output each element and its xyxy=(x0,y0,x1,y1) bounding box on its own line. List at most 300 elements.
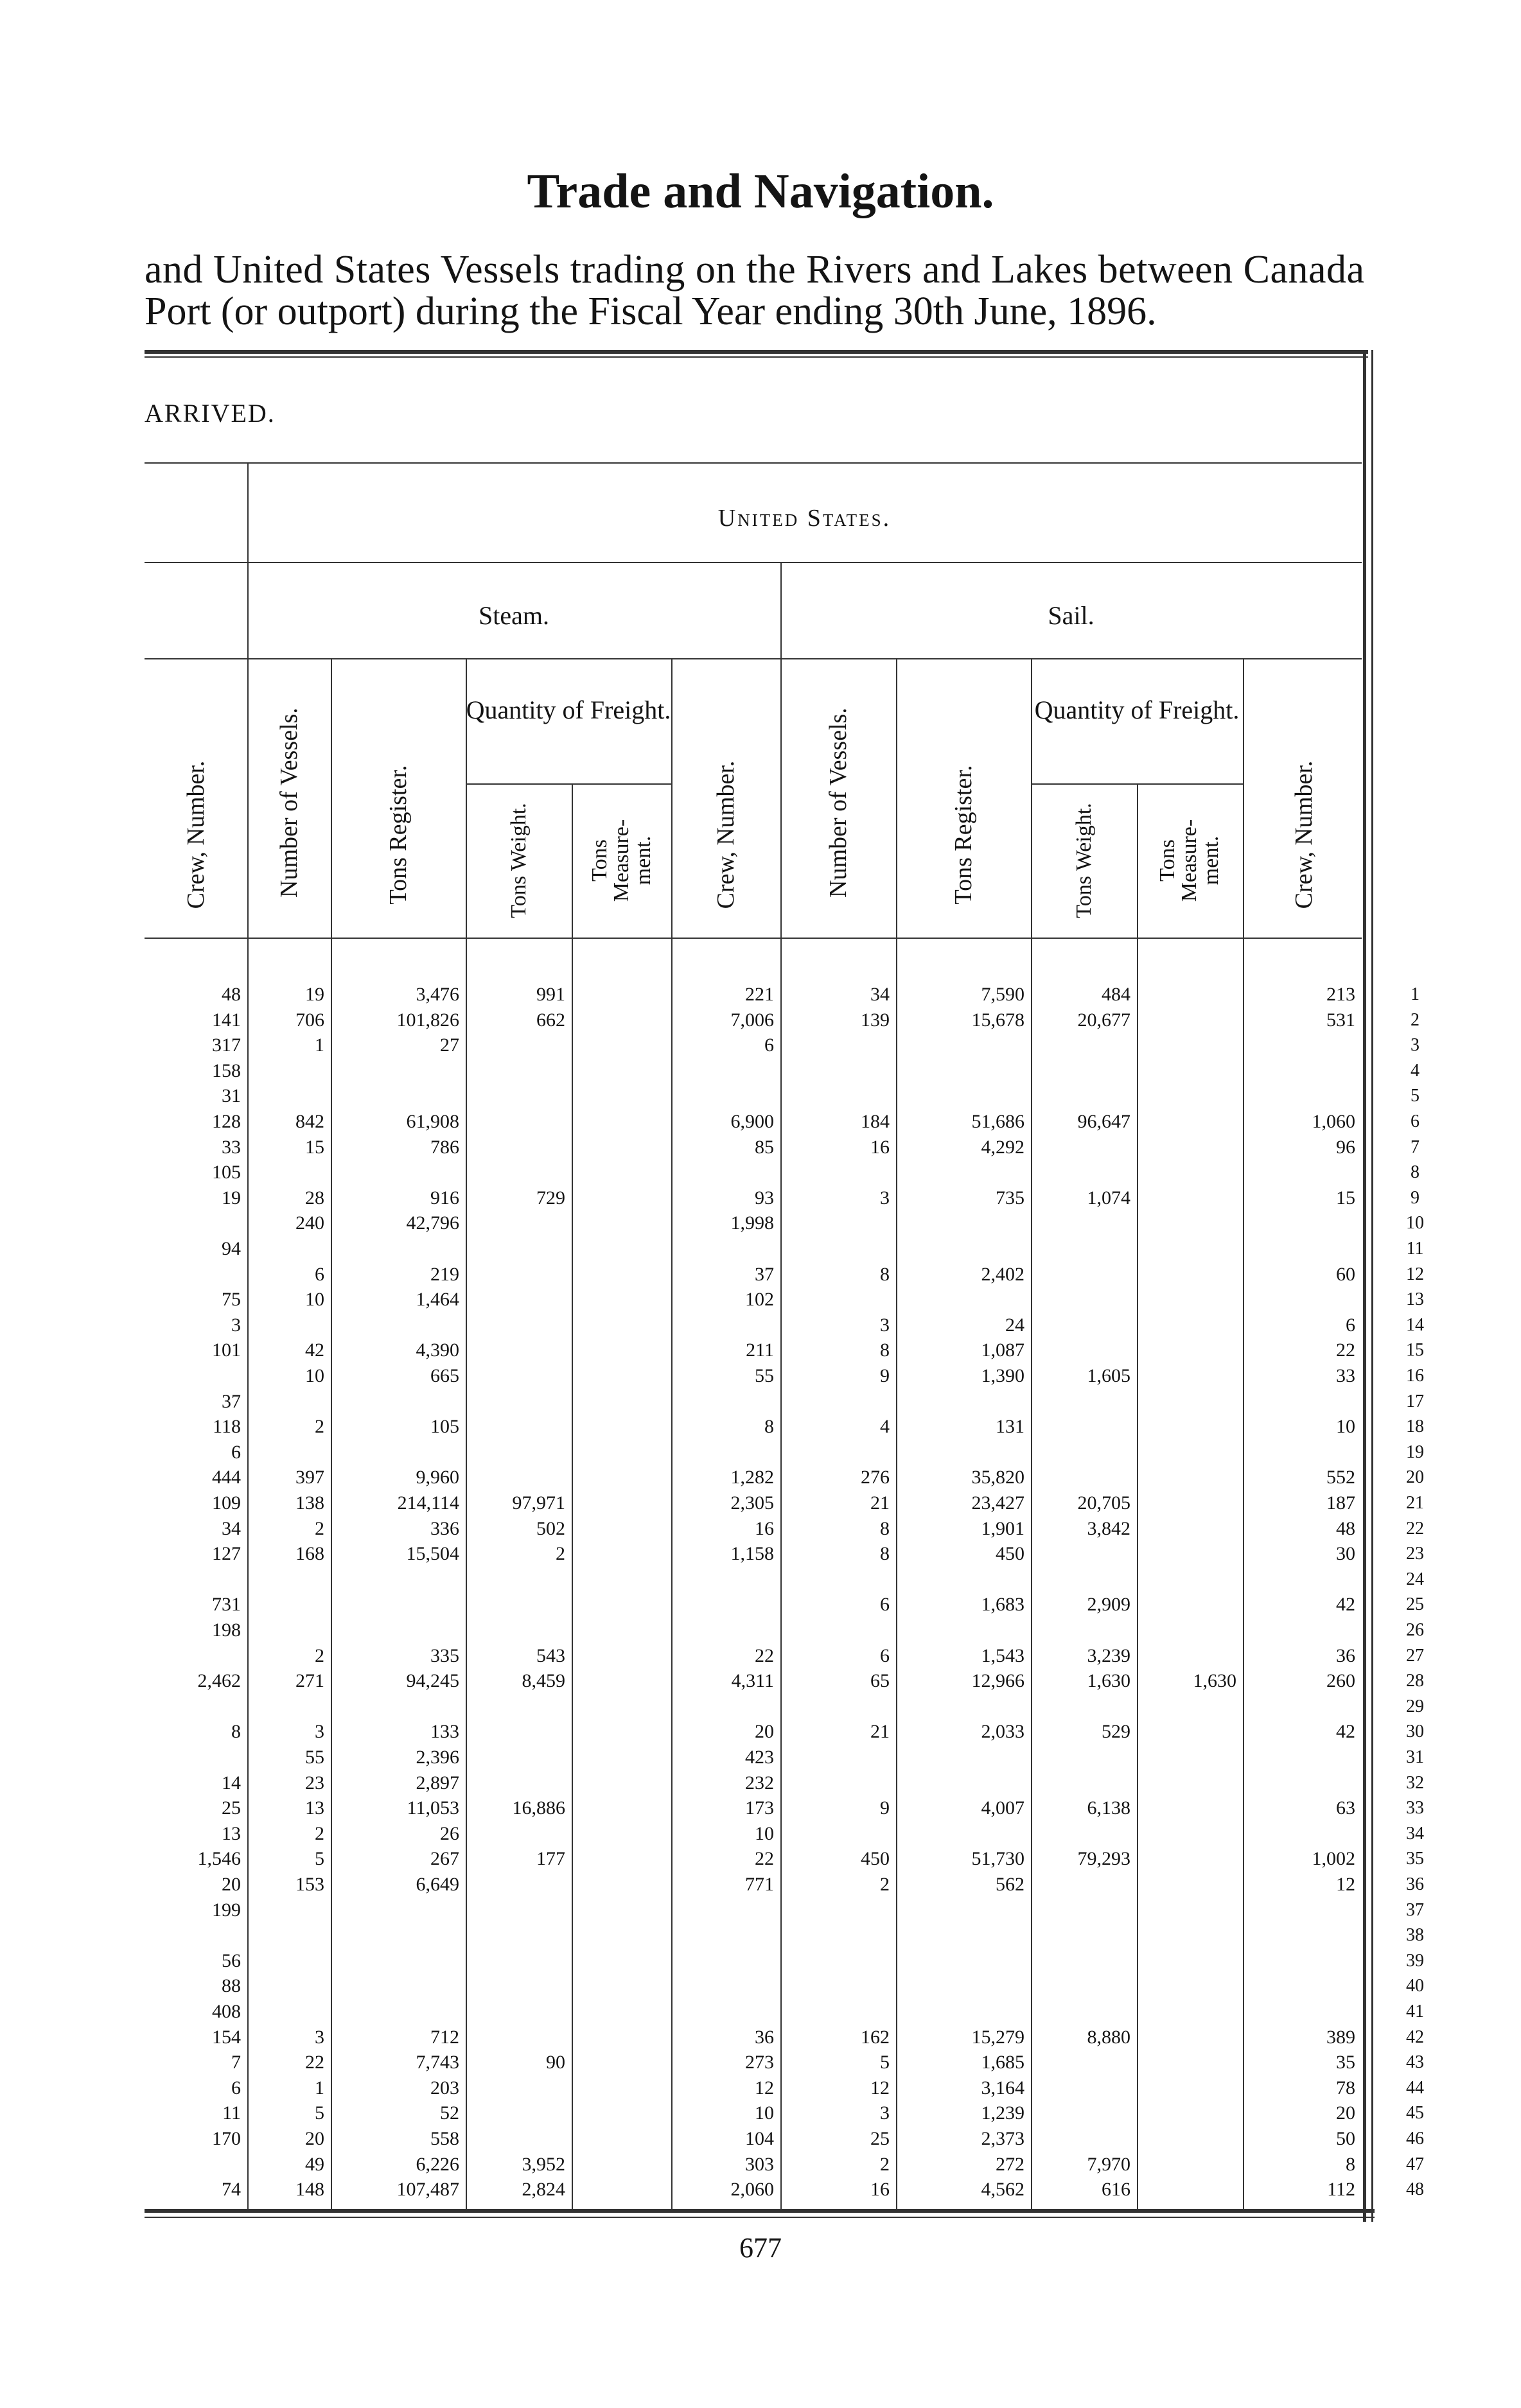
cell-crew-steam: 20 xyxy=(755,1721,774,1742)
cell-tons-weight-steam: 2 xyxy=(556,1543,565,1564)
section-arrived: ARRIVED. xyxy=(145,399,276,428)
cell-crew-steam-prev: 105 xyxy=(212,1162,241,1183)
cell-crew-steam: 8 xyxy=(764,1416,774,1437)
cell-vessels-steam: 23 xyxy=(305,1772,324,1793)
cell-tons-register-steam: 214,114 xyxy=(397,1492,459,1514)
cell-vessels-steam: 55 xyxy=(305,1747,324,1768)
cell-tons-register-steam: 94,245 xyxy=(406,1670,459,1691)
cell-crew-steam-prev: 94 xyxy=(222,1238,241,1259)
row-number: 43 xyxy=(1406,2052,1424,2072)
cell-crew-sail: 260 xyxy=(1326,1670,1355,1691)
col-header-tons-weight-sail: Tons Weight. xyxy=(1072,803,1096,918)
cell-crew-steam-prev: 13 xyxy=(222,1823,241,1844)
cell-tons-register-sail: 1,901 xyxy=(981,1518,1024,1539)
steam-quantity-of-freight-label: Quantity of Freight. xyxy=(466,695,671,724)
cell-crew-steam-prev: 158 xyxy=(212,1060,241,1081)
cell-vessels-steam: 3 xyxy=(315,2027,324,2048)
cell-tons-register-steam: 101,826 xyxy=(396,1009,459,1031)
row-number: 40 xyxy=(1406,1976,1424,1996)
cell-crew-steam-prev: 20 xyxy=(222,1874,241,1895)
cell-crew-steam: 423 xyxy=(745,1747,774,1768)
cell-crew-sail: 50 xyxy=(1336,2128,1355,2149)
cell-vessels-sail: 25 xyxy=(870,2128,890,2149)
cell-vessels-steam: 3 xyxy=(315,1721,324,1742)
cell-tons-weight-sail: 20,677 xyxy=(1077,1009,1130,1031)
cell-vessels-sail: 16 xyxy=(870,2179,890,2200)
row-number: 26 xyxy=(1406,1620,1424,1640)
cell-vessels-steam: 2 xyxy=(315,1645,324,1666)
cell-tons-register-steam: 15,504 xyxy=(406,1543,459,1564)
cell-crew-sail: 15 xyxy=(1336,1187,1355,1208)
cell-tons-weight-sail: 529 xyxy=(1102,1721,1130,1742)
cell-vessels-steam: 10 xyxy=(305,1289,324,1310)
cell-crew-sail: 42 xyxy=(1336,1594,1355,1615)
cell-tons-register-sail: 4,007 xyxy=(981,1797,1024,1819)
cell-crew-steam-prev: 141 xyxy=(212,1009,241,1031)
cell-tons-weight-steam: 662 xyxy=(536,1009,565,1031)
cell-crew-sail: 552 xyxy=(1326,1467,1355,1488)
cell-vessels-sail: 139 xyxy=(861,1009,890,1031)
cell-crew-steam-prev: 199 xyxy=(212,1899,241,1921)
cell-crew-steam: 6,900 xyxy=(730,1111,774,1132)
row-number: 15 xyxy=(1406,1340,1424,1360)
row-number: 36 xyxy=(1406,1874,1424,1894)
cell-crew-steam-prev: 731 xyxy=(212,1594,241,1615)
cell-tons-register-steam: 11,053 xyxy=(407,1797,459,1819)
cell-vessels-sail: 2 xyxy=(880,2154,890,2175)
cell-crew-steam: 85 xyxy=(755,1137,774,1158)
cell-vessels-steam: 2 xyxy=(315,1416,324,1437)
cell-tons-register-sail: 2,033 xyxy=(981,1721,1024,1742)
cell-vessels-sail: 450 xyxy=(861,1848,890,1869)
cell-crew-sail: 213 xyxy=(1326,984,1355,1005)
cell-crew-steam: 173 xyxy=(745,1797,774,1819)
cell-crew-steam-prev: 109 xyxy=(212,1492,241,1514)
cell-tons-register-sail: 2,402 xyxy=(981,1264,1024,1285)
cell-crew-sail: 48 xyxy=(1336,1518,1355,1539)
row-number: 8 xyxy=(1411,1162,1420,1182)
subtitle-line-1: and United States Vessels trading on the Rivers and Lakes between Canada xyxy=(145,248,1365,292)
cell-vessels-sail: 6 xyxy=(880,1594,890,1615)
cell-tons-register-sail: 51,730 xyxy=(971,1848,1024,1869)
cell-vessels-steam: 20 xyxy=(305,2128,324,2149)
row-number: 10 xyxy=(1406,1213,1424,1233)
cell-tons-register-sail: 23,427 xyxy=(971,1492,1024,1514)
cell-crew-steam: 10 xyxy=(755,1823,774,1844)
row-number: 37 xyxy=(1406,1900,1424,1920)
row-number: 35 xyxy=(1406,1849,1424,1869)
cell-crew-sail: 33 xyxy=(1336,1365,1355,1386)
cell-tons-register-sail: 1,683 xyxy=(981,1594,1024,1615)
cell-crew-sail: 12 xyxy=(1336,1874,1355,1895)
cell-crew-steam: 102 xyxy=(745,1289,774,1310)
cell-crew-steam: 16 xyxy=(755,1518,774,1539)
cell-tons-register-sail: 7,590 xyxy=(981,984,1024,1005)
cell-crew-sail: 42 xyxy=(1336,1721,1355,1742)
cell-tons-register-sail: 51,686 xyxy=(971,1111,1024,1132)
cell-tons-register-steam: 1,464 xyxy=(416,1289,459,1310)
cell-vessels-steam: 5 xyxy=(315,2102,324,2124)
cell-vessels-sail: 162 xyxy=(861,2027,890,2048)
col-header-tons-register-steam: Tons Register. xyxy=(385,765,412,905)
cell-crew-steam: 1,998 xyxy=(730,1212,774,1234)
cell-vessels-sail: 8 xyxy=(880,1518,890,1539)
cell-tons-weight-steam: 3,952 xyxy=(522,2154,565,2175)
cell-vessels-sail: 184 xyxy=(861,1111,890,1132)
cell-crew-sail: 1,060 xyxy=(1312,1111,1355,1132)
cell-crew-steam-prev: 7 xyxy=(231,2052,241,2073)
cell-tons-register-steam: 712 xyxy=(430,2027,459,2048)
cell-tons-register-sail: 15,279 xyxy=(971,2027,1024,2048)
cell-tons-register-steam: 105 xyxy=(430,1416,459,1437)
cell-crew-steam: 37 xyxy=(755,1264,774,1285)
cell-vessels-sail: 65 xyxy=(870,1670,890,1691)
cell-tons-weight-steam: 16,886 xyxy=(512,1797,565,1819)
cell-vessels-sail: 16 xyxy=(870,1137,890,1158)
cell-tons-register-sail: 15,678 xyxy=(971,1009,1024,1031)
row-number: 34 xyxy=(1406,1824,1424,1844)
row-number: 14 xyxy=(1406,1315,1424,1335)
cell-tons-weight-sail: 20,705 xyxy=(1077,1492,1130,1514)
row-number: 5 xyxy=(1411,1086,1420,1106)
cell-crew-steam: 6 xyxy=(764,1034,774,1056)
cell-vessels-sail: 8 xyxy=(880,1543,890,1564)
cell-crew-steam: 12 xyxy=(755,2077,774,2098)
cell-tons-register-sail: 35,820 xyxy=(971,1467,1024,1488)
cell-vessels-steam: 15 xyxy=(305,1137,324,1158)
row-number: 22 xyxy=(1406,1519,1424,1539)
cell-tons-register-sail: 131 xyxy=(996,1416,1024,1437)
row-number: 32 xyxy=(1406,1773,1424,1793)
cell-vessels-steam: 6 xyxy=(315,1264,324,1285)
cell-tons-register-sail: 1,685 xyxy=(981,2052,1024,2073)
cell-vessels-steam: 2 xyxy=(315,1823,324,1844)
cell-crew-steam-prev: 408 xyxy=(212,2001,241,2022)
row-number: 33 xyxy=(1406,1798,1424,1818)
page-number: 677 xyxy=(739,2232,782,2264)
cell-tons-weight-sail: 6,138 xyxy=(1087,1797,1130,1819)
cell-crew-steam-prev: 8 xyxy=(231,1721,241,1742)
cell-tons-weight-steam: 729 xyxy=(536,1187,565,1208)
cell-tons-register-steam: 107,487 xyxy=(396,2179,459,2200)
cell-vessels-steam: 10 xyxy=(305,1365,324,1386)
cell-tons-register-steam: 9,960 xyxy=(416,1467,459,1488)
cell-tons-weight-steam: 8,459 xyxy=(522,1670,565,1691)
cell-tons-weight-sail: 79,293 xyxy=(1077,1848,1130,1869)
cell-crew-steam-prev: 56 xyxy=(222,1950,241,1971)
cell-crew-sail: 112 xyxy=(1327,2179,1355,2200)
cell-vessels-sail: 4 xyxy=(880,1416,890,1437)
row-number: 27 xyxy=(1406,1646,1424,1666)
cell-crew-steam-prev: 88 xyxy=(222,1975,241,1996)
cell-vessels-steam: 22 xyxy=(305,2052,324,2073)
cell-crew-steam: 55 xyxy=(755,1365,774,1386)
cell-tons-weight-sail: 2,909 xyxy=(1087,1594,1130,1615)
cell-tons-register-steam: 916 xyxy=(430,1187,459,1208)
steam-header: Steam. xyxy=(479,601,549,630)
cell-tons-weight-sail: 3,239 xyxy=(1087,1645,1130,1666)
row-number: 18 xyxy=(1406,1417,1424,1436)
cell-tons-register-steam: 61,908 xyxy=(406,1111,459,1132)
cell-crew-steam-prev: 75 xyxy=(222,1289,241,1310)
cell-tons-register-steam: 2,396 xyxy=(416,1747,459,1768)
cell-tons-weight-sail: 3,842 xyxy=(1087,1518,1130,1539)
cell-vessels-steam: 2 xyxy=(315,1518,324,1539)
cell-vessels-steam: 28 xyxy=(305,1187,324,1208)
cell-tons-register-steam: 558 xyxy=(430,2128,459,2149)
row-number: 20 xyxy=(1406,1467,1424,1487)
cell-crew-steam: 7,006 xyxy=(730,1009,774,1031)
cell-tons-register-steam: 267 xyxy=(430,1848,459,1869)
row-number: 30 xyxy=(1406,1722,1424,1741)
col-header-tons-measurement-sail: Tons Measure-ment. xyxy=(1156,819,1223,902)
cell-crew-sail: 187 xyxy=(1326,1492,1355,1514)
cell-crew-sail: 63 xyxy=(1336,1797,1355,1819)
cell-tons-measurement-sail: 1,630 xyxy=(1193,1670,1236,1691)
row-number: 12 xyxy=(1406,1264,1424,1284)
cell-crew-steam-prev: 37 xyxy=(222,1391,241,1412)
cell-tons-weight-sail: 8,880 xyxy=(1087,2027,1130,2048)
row-number: 17 xyxy=(1406,1392,1424,1411)
cell-crew-steam-prev: 444 xyxy=(212,1467,241,1488)
cell-crew-steam-prev: 128 xyxy=(212,1111,241,1132)
cell-vessels-sail: 6 xyxy=(880,1645,890,1666)
cell-tons-weight-sail: 1,605 xyxy=(1087,1365,1130,1386)
col-header-crew-number-1: Crew, Number. xyxy=(182,760,209,909)
cell-tons-register-steam: 336 xyxy=(430,1518,459,1539)
row-number: 6 xyxy=(1411,1112,1420,1131)
group-header-united-states: United States. xyxy=(717,505,892,532)
cell-vessels-sail: 12 xyxy=(870,2077,890,2098)
cell-tons-register-steam: 2,897 xyxy=(416,1772,459,1793)
cell-crew-steam: 22 xyxy=(755,1645,774,1666)
cell-crew-steam-prev: 118 xyxy=(213,1416,241,1437)
row-number: 39 xyxy=(1406,1951,1424,1971)
cell-vessels-steam: 42 xyxy=(305,1339,324,1361)
row-number: 19 xyxy=(1406,1442,1424,1462)
cell-crew-steam: 36 xyxy=(755,2027,774,2048)
cell-tons-weight-sail: 616 xyxy=(1102,2179,1130,2200)
cell-vessels-sail: 5 xyxy=(880,2052,890,2073)
cell-tons-register-steam: 3,476 xyxy=(416,984,459,1005)
cell-vessels-steam: 153 xyxy=(295,1874,324,1895)
cell-tons-register-steam: 52 xyxy=(440,2102,459,2124)
sail-quantity-of-freight-label: Quantity of Freight. xyxy=(1034,695,1240,724)
cell-crew-steam-prev: 34 xyxy=(222,1518,241,1539)
cell-crew-steam-prev: 25 xyxy=(222,1797,241,1819)
cell-vessels-steam: 240 xyxy=(295,1212,324,1234)
cell-tons-register-sail: 450 xyxy=(996,1543,1024,1564)
cell-crew-sail: 35 xyxy=(1336,2052,1355,2073)
cell-vessels-steam: 842 xyxy=(295,1111,324,1132)
cell-tons-register-steam: 6,649 xyxy=(416,1874,459,1895)
cell-crew-steam: 303 xyxy=(745,2154,774,2175)
cell-crew-steam-prev: 1,546 xyxy=(197,1848,241,1869)
cell-tons-weight-sail: 484 xyxy=(1102,984,1130,1005)
cell-crew-sail: 10 xyxy=(1336,1416,1355,1437)
cell-vessels-sail: 3 xyxy=(880,2102,890,2124)
cell-tons-register-sail: 4,562 xyxy=(981,2179,1024,2200)
row-number: 41 xyxy=(1406,2002,1424,2021)
cell-crew-steam: 10 xyxy=(755,2102,774,2124)
cell-crew-sail: 20 xyxy=(1336,2102,1355,2124)
cell-crew-steam-prev: 127 xyxy=(212,1543,241,1564)
row-number: 9 xyxy=(1411,1188,1420,1208)
cell-crew-steam: 211 xyxy=(746,1339,774,1361)
cell-tons-register-sail: 1,543 xyxy=(981,1645,1024,1666)
col-header-tons-weight-steam: Tons Weight. xyxy=(507,803,531,918)
cell-vessels-steam: 1 xyxy=(315,1034,324,1056)
cell-crew-steam: 273 xyxy=(745,2052,774,2073)
cell-crew-sail: 389 xyxy=(1326,2027,1355,2048)
cell-crew-steam: 221 xyxy=(745,984,774,1005)
row-number: 24 xyxy=(1406,1569,1424,1589)
cell-tons-register-sail: 1,390 xyxy=(981,1365,1024,1386)
cell-vessels-steam: 148 xyxy=(295,2179,324,2200)
cell-crew-sail: 60 xyxy=(1336,1264,1355,1285)
cell-tons-register-sail: 1,239 xyxy=(981,2102,1024,2124)
cell-tons-weight-steam: 97,971 xyxy=(512,1492,565,1514)
cell-crew-steam: 93 xyxy=(755,1187,774,1208)
cell-crew-steam-prev: 3 xyxy=(231,1314,241,1336)
cell-vessels-sail: 8 xyxy=(880,1339,890,1361)
cell-crew-steam: 4,311 xyxy=(731,1670,774,1691)
cell-crew-steam: 1,158 xyxy=(730,1543,774,1564)
cell-vessels-sail: 34 xyxy=(870,984,890,1005)
cell-tons-register-sail: 562 xyxy=(996,1874,1024,1895)
cell-crew-sail: 36 xyxy=(1336,1645,1355,1666)
row-number: 46 xyxy=(1406,2129,1424,2149)
cell-tons-register-steam: 786 xyxy=(430,1137,459,1158)
cell-tons-weight-sail: 1,630 xyxy=(1087,1670,1130,1691)
cell-vessels-steam: 1 xyxy=(315,2077,324,2098)
cell-tons-register-sail: 24 xyxy=(1005,1314,1024,1336)
row-number: 11 xyxy=(1406,1239,1424,1259)
cell-crew-steam-prev: 74 xyxy=(222,2179,241,2200)
cell-tons-register-steam: 219 xyxy=(430,1264,459,1285)
cell-crew-sail: 78 xyxy=(1336,2077,1355,2098)
row-number: 7 xyxy=(1411,1137,1420,1157)
cell-crew-steam: 104 xyxy=(745,2128,774,2149)
cell-tons-register-steam: 7,743 xyxy=(416,2052,459,2073)
cell-crew-steam-prev: 101 xyxy=(212,1339,241,1361)
cell-crew-steam: 232 xyxy=(745,1772,774,1793)
cell-vessels-steam: 49 xyxy=(305,2154,324,2175)
cell-tons-register-sail: 2,373 xyxy=(981,2128,1024,2149)
cell-tons-register-steam: 6,226 xyxy=(416,2154,459,2175)
cell-crew-sail: 1,002 xyxy=(1312,1848,1355,1869)
cell-vessels-steam: 271 xyxy=(295,1670,324,1691)
sail-header: Sail. xyxy=(1048,601,1095,630)
row-number: 16 xyxy=(1406,1366,1424,1386)
cell-crew-steam-prev: 11 xyxy=(222,2102,241,2124)
cell-vessels-steam: 397 xyxy=(295,1467,324,1488)
cell-vessels-steam: 13 xyxy=(305,1797,324,1819)
cell-tons-register-sail: 12,966 xyxy=(971,1670,1024,1691)
row-number: 4 xyxy=(1411,1061,1420,1081)
cell-vessels-steam: 168 xyxy=(295,1543,324,1564)
cell-tons-register-steam: 335 xyxy=(430,1645,459,1666)
row-number: 21 xyxy=(1406,1493,1424,1513)
cell-tons-register-sail: 272 xyxy=(996,2154,1024,2175)
row-number: 2 xyxy=(1411,1010,1420,1030)
cell-vessels-steam: 706 xyxy=(295,1009,324,1031)
cell-tons-weight-steam: 991 xyxy=(536,984,565,1005)
cell-vessels-sail: 21 xyxy=(870,1721,890,1742)
cell-vessels-steam: 138 xyxy=(295,1492,324,1514)
cell-crew-steam-prev: 48 xyxy=(222,984,241,1005)
cell-tons-weight-steam: 90 xyxy=(546,2052,565,2073)
page-title: Trade and Navigation. xyxy=(527,164,994,218)
cell-tons-weight-sail: 96,647 xyxy=(1077,1111,1130,1132)
cell-crew-steam-prev: 31 xyxy=(222,1085,241,1106)
col-header-number-of-vessels-steam: Number of Vessels. xyxy=(276,708,303,898)
cell-vessels-sail: 276 xyxy=(861,1467,890,1488)
row-number: 3 xyxy=(1411,1035,1420,1055)
cell-crew-steam-prev: 6 xyxy=(231,1442,241,1463)
cell-tons-register-steam: 27 xyxy=(440,1034,459,1056)
cell-vessels-sail: 21 xyxy=(870,1492,890,1514)
row-number: 1 xyxy=(1411,984,1420,1004)
subtitle-line-2: Port (or outport) during the Fiscal Year ending 30th June, 1896. xyxy=(145,290,1157,333)
cell-crew-sail: 6 xyxy=(1346,1314,1355,1336)
row-number: 23 xyxy=(1406,1544,1424,1564)
cell-crew-steam-prev: 14 xyxy=(222,1772,241,1793)
row-number: 28 xyxy=(1406,1671,1424,1691)
cell-tons-weight-steam: 543 xyxy=(536,1645,565,1666)
cell-tons-register-steam: 203 xyxy=(430,2077,459,2098)
cell-tons-weight-steam: 177 xyxy=(536,1848,565,1869)
cell-vessels-sail: 8 xyxy=(880,1264,890,1285)
cell-vessels-sail: 3 xyxy=(880,1314,890,1336)
cell-tons-weight-sail: 1,074 xyxy=(1087,1187,1130,1208)
cell-crew-steam: 2,305 xyxy=(730,1492,774,1514)
cell-crew-steam-prev: 170 xyxy=(212,2128,241,2149)
cell-crew-steam-prev: 154 xyxy=(212,2027,241,2048)
row-number: 31 xyxy=(1406,1747,1424,1767)
cell-tons-register-sail: 4,292 xyxy=(981,1137,1024,1158)
cell-crew-sail: 30 xyxy=(1336,1543,1355,1564)
cell-crew-sail: 96 xyxy=(1336,1137,1355,1158)
cell-crew-steam: 2,060 xyxy=(730,2179,774,2200)
cell-crew-steam: 22 xyxy=(755,1848,774,1869)
cell-crew-steam-prev: 317 xyxy=(212,1034,241,1056)
cell-vessels-sail: 9 xyxy=(880,1797,890,1819)
cell-tons-register-steam: 26 xyxy=(440,1823,459,1844)
cell-tons-register-steam: 42,796 xyxy=(406,1212,459,1234)
col-header-crew-number-2: Crew, Number. xyxy=(712,760,739,909)
cell-crew-steam: 1,282 xyxy=(730,1467,774,1488)
cell-crew-steam-prev: 6 xyxy=(231,2077,241,2098)
cell-tons-register-steam: 133 xyxy=(430,1721,459,1742)
cell-tons-weight-steam: 502 xyxy=(536,1518,565,1539)
cell-tons-register-sail: 3,164 xyxy=(981,2077,1024,2098)
col-header-crew-number-3: Crew, Number. xyxy=(1290,760,1317,909)
row-number: 38 xyxy=(1406,1925,1424,1945)
cell-vessels-sail: 2 xyxy=(880,1874,890,1895)
cell-vessels-steam: 19 xyxy=(305,984,324,1005)
cell-crew-sail: 22 xyxy=(1336,1339,1355,1361)
col-header-tons-measurement-steam: Tons Measure-ment. xyxy=(588,819,655,902)
cell-crew-sail: 8 xyxy=(1346,2154,1355,2175)
row-number: 45 xyxy=(1406,2103,1424,2123)
row-number: 29 xyxy=(1406,1697,1424,1716)
cell-tons-register-steam: 665 xyxy=(430,1365,459,1386)
cell-tons-weight-steam: 2,824 xyxy=(522,2179,565,2200)
cell-crew-steam-prev: 198 xyxy=(212,1619,241,1641)
cell-tons-register-sail: 1,087 xyxy=(981,1339,1024,1361)
row-number: 42 xyxy=(1406,2027,1424,2047)
